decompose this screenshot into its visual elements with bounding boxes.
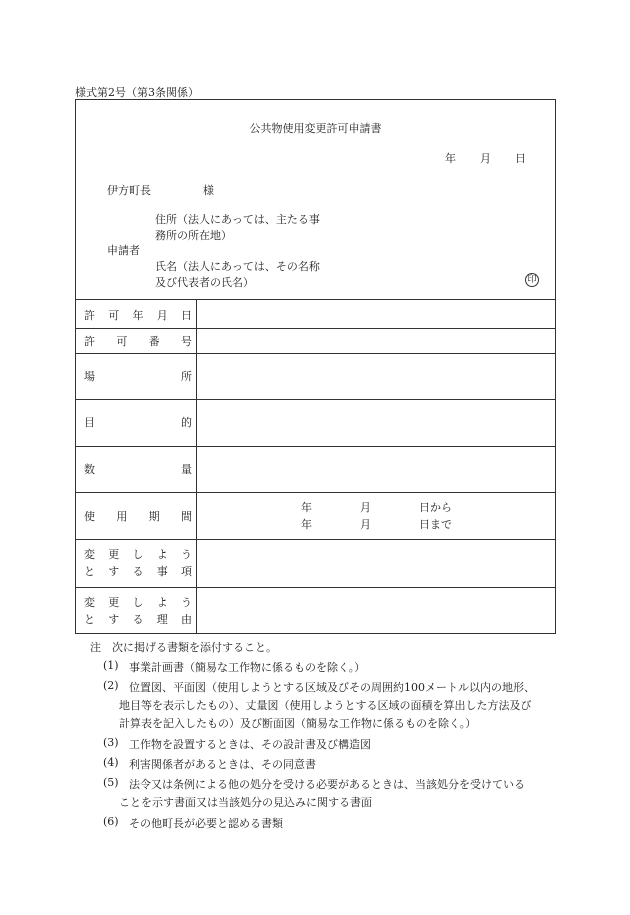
application-form xyxy=(75,99,556,634)
label-char: 更 xyxy=(108,548,120,561)
label-char: 号 xyxy=(180,335,192,348)
seal-mark: 印 xyxy=(525,273,539,287)
label-char: 数 xyxy=(84,463,95,476)
change-items-label-line1 xyxy=(84,546,192,563)
label-char: 量 xyxy=(181,463,192,476)
label-char: 事 xyxy=(156,565,168,578)
applicant-address-line1: 住所（法人にあっては、主たる事 xyxy=(155,213,320,226)
label-char: う xyxy=(181,548,192,561)
label-char: 用 xyxy=(116,510,128,523)
period-label xyxy=(84,508,192,524)
note-line: 位置図、平面図（使用しようとする区域及びその周囲約100メートル以内の地形、 xyxy=(129,681,535,694)
note-line: 法令又は条例による他の処分を受ける必要があるときは、当該処分を受けている xyxy=(129,778,525,791)
note-number: (4) xyxy=(103,756,119,769)
label-char: う xyxy=(181,596,192,609)
row-divider xyxy=(76,399,555,400)
label-char: る xyxy=(132,565,144,578)
period-start-month: 月 xyxy=(360,501,371,514)
note-line: 利害関係者があるときは、その同意書 xyxy=(129,758,316,771)
label-char: 日 xyxy=(181,309,192,322)
label-char: 更 xyxy=(108,596,120,609)
period-end-month: 月 xyxy=(360,518,371,531)
label-char: し xyxy=(132,596,144,609)
permit-date-label xyxy=(84,307,192,323)
note-line: 工作物を設置するときは、その設計書及び構造図 xyxy=(129,738,371,751)
note-line: ことを示す書面又は当該処分の見込みに関する書面 xyxy=(119,796,372,809)
label-char: 期 xyxy=(148,510,160,523)
label-char: 項 xyxy=(181,565,192,578)
label-char: 的 xyxy=(181,416,192,429)
label-char: 目 xyxy=(84,416,95,429)
label-char: 月 xyxy=(156,309,168,322)
applicant-label: 申請者 xyxy=(107,244,140,257)
quantity-label xyxy=(84,461,192,477)
label-char: 許 xyxy=(84,335,95,348)
note-number: (3) xyxy=(103,736,119,749)
row-divider xyxy=(76,539,555,540)
label-char: 理 xyxy=(156,613,168,626)
label-char: 番 xyxy=(148,335,160,348)
form-id-label: 様式第2号（第3条関係） xyxy=(75,86,199,99)
label-char: し xyxy=(132,548,144,561)
label-char: す xyxy=(108,565,120,578)
applicant-address-line2: 務所の所在地） xyxy=(155,229,232,242)
label-char: 場 xyxy=(84,370,95,383)
period-start-year: 年 xyxy=(301,501,312,514)
date-month-label: 月 xyxy=(480,152,491,165)
change-items-label-line2 xyxy=(84,563,192,580)
note-number: (6) xyxy=(103,815,119,828)
addressee-name: 伊方町長 xyxy=(107,184,151,197)
label-char: 可 xyxy=(108,309,120,322)
label-char: 許 xyxy=(84,309,95,322)
note-line: 地目等を表示したもの）、丈量図（使用しようとする区域の面積を算出した方法及び xyxy=(119,699,532,712)
date-year-label: 年 xyxy=(445,152,456,165)
change-reason-label-line1 xyxy=(84,594,192,611)
note-number: (5) xyxy=(103,776,119,789)
label-char: と xyxy=(84,565,95,578)
label-char: 由 xyxy=(181,613,192,626)
label-char: よ xyxy=(156,596,168,609)
note-line: 計算表を記入したもの）及び断面図（簡易な工作物に係るものを除く。） xyxy=(119,717,477,730)
row-divider xyxy=(76,587,555,588)
applicant-name-line2: 及び代表者の氏名） xyxy=(155,276,254,289)
label-char: 変 xyxy=(84,548,95,561)
label-char: 変 xyxy=(84,596,95,609)
row-divider xyxy=(76,353,555,354)
row-divider xyxy=(76,299,555,300)
label-char: と xyxy=(84,613,95,626)
period-end-day: 日まで xyxy=(419,518,452,531)
label-char: 年 xyxy=(132,309,144,322)
label-char: す xyxy=(108,613,120,626)
location-label xyxy=(84,368,192,384)
label-char: 可 xyxy=(116,335,128,348)
row-divider xyxy=(76,446,555,447)
purpose-label xyxy=(84,414,192,430)
note-line: その他町長が必要と認める書類 xyxy=(129,817,283,830)
change-reason-label-line2 xyxy=(84,611,192,628)
label-char: 間 xyxy=(180,510,192,523)
label-char: 所 xyxy=(181,370,192,383)
notes-header: 注 次に掲げる書類を添付すること。 xyxy=(90,641,277,654)
date-day-label: 日 xyxy=(515,152,526,165)
note-number: (1) xyxy=(103,659,119,672)
form-title: 公共物使用変更許可申請書 xyxy=(249,122,382,135)
period-end-year: 年 xyxy=(301,518,312,531)
period-start-day: 日から xyxy=(419,501,452,514)
label-char: よ xyxy=(156,548,168,561)
applicant-name-line1: 氏名（法人にあっては、その名称 xyxy=(155,260,320,273)
note-number: (2) xyxy=(103,679,119,692)
label-char: る xyxy=(132,613,144,626)
note-line: 事業計画書（簡易な工作物に係るものを除く。） xyxy=(129,661,366,674)
addressee-honorific: 様 xyxy=(203,184,214,197)
label-char: 使 xyxy=(84,510,95,523)
column-divider xyxy=(196,299,197,633)
row-divider xyxy=(76,492,555,493)
row-divider xyxy=(76,328,555,329)
permit-number-label xyxy=(84,333,192,349)
